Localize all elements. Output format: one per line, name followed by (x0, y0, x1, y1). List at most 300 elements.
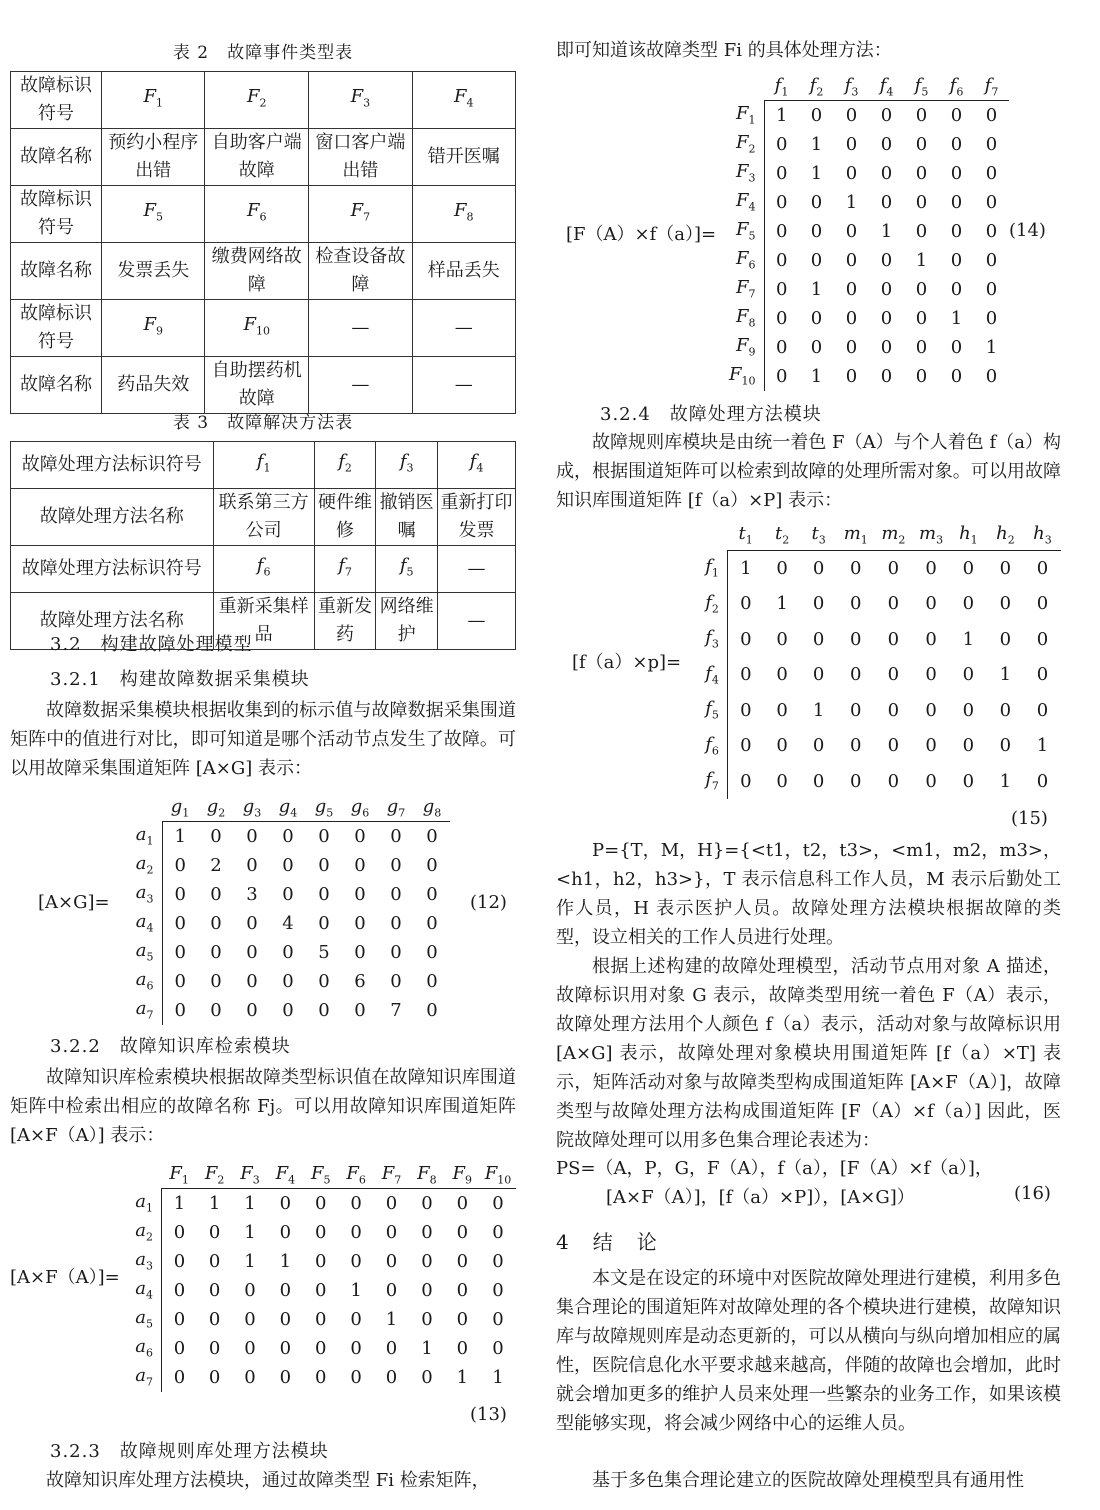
eq13-value: 0 (421, 1192, 433, 1214)
table3-cell: 重新采集样品 (213, 593, 314, 650)
eq15-value: 0 (1036, 628, 1049, 650)
eq12-matrix-row (128, 909, 450, 938)
eq12-value: 0 (282, 883, 294, 905)
eq14-value: 0 (776, 191, 788, 213)
eq14-value: 0 (985, 278, 998, 300)
eq13-value: 0 (244, 1308, 256, 1330)
eq14-value: 0 (950, 191, 963, 213)
eq12-value: 0 (246, 854, 258, 876)
eq14-value: 0 (845, 336, 858, 358)
eq12-value: 0 (246, 999, 258, 1021)
eq13-matrix (128, 1162, 516, 1392)
eq15-value: 0 (740, 699, 752, 721)
eq12-value: 0 (354, 825, 366, 847)
eq15-value: 0 (887, 558, 900, 579)
table2-cell: 缴费网络故障 (205, 243, 309, 300)
eq12-value: 0 (282, 825, 294, 847)
equation-14-number: (14) (1009, 220, 1046, 241)
equation-13-number: (13) (470, 1404, 507, 1425)
eq15-value: 0 (887, 664, 900, 686)
table2-cell: — (309, 300, 412, 357)
eq14-value: 0 (950, 220, 963, 242)
eq14-value: 0 (810, 307, 823, 329)
eq13-value: 0 (315, 1308, 327, 1330)
eq15-value: 0 (887, 770, 900, 792)
eq15-matrix-row (686, 657, 1061, 693)
eq15-value: 1 (1036, 735, 1049, 757)
eq14-value: 0 (810, 220, 823, 242)
eq14-matrix (726, 74, 1009, 391)
eq12-col-header: $g_7$ (378, 795, 414, 822)
eq14-value: 0 (880, 162, 893, 184)
eq13-col-header: $F_7$ (374, 1162, 409, 1189)
eq13-value: 0 (350, 1192, 362, 1214)
eq12-value: 0 (426, 970, 438, 992)
eq15-value: 0 (962, 699, 975, 721)
eq14-value: 0 (985, 365, 998, 387)
eq15-value: 0 (1036, 558, 1049, 579)
eq14-value: 0 (845, 133, 858, 155)
eq13-value: 1 (421, 1337, 433, 1359)
eq13-value: 0 (315, 1192, 327, 1214)
eq12-value: 0 (246, 941, 258, 963)
eq15-matrix-row (686, 586, 1061, 622)
eq15-matrix (686, 520, 1061, 799)
eq13-value: 0 (244, 1279, 256, 1301)
eq15-value: 0 (925, 699, 937, 721)
eq15-value: 0 (812, 770, 825, 792)
eq15-value: 0 (887, 699, 900, 721)
eq14-matrix-row (726, 130, 1009, 159)
eq15-value: 0 (999, 735, 1012, 757)
equation-12-number: (12) (470, 892, 507, 913)
eq15-value: 0 (925, 735, 937, 757)
table2-cell: $F_3$ (309, 72, 412, 129)
eq14-value: 0 (915, 220, 928, 242)
eq13-value: 0 (421, 1250, 433, 1272)
eq14-col-header: $f_7$ (974, 74, 1009, 101)
table3-row (11, 489, 516, 546)
eq13-value: 0 (385, 1366, 398, 1388)
eq12-matrix-row (128, 851, 450, 880)
table3-cell: $f_1$ (213, 442, 314, 489)
eq13-value: 1 (456, 1366, 469, 1388)
eq14-value: 0 (985, 133, 998, 155)
table3-cell: $f_4$ (437, 442, 515, 489)
paragraph-3-2-4: 故障规则库模块是由统一着色 F（A）与个人着色 f（a）构成，根据围道矩阵可以检索到故障的处理所需对象。可以用故障知识库围道矩阵 [f（a）×P] 表示： (556, 432, 1061, 511)
eq12-value: 0 (282, 999, 294, 1021)
eq13-value: 0 (279, 1337, 292, 1359)
eq14-matrix-row (726, 188, 1009, 217)
eq13-value: 0 (244, 1337, 256, 1359)
eq15-value: 0 (776, 558, 788, 579)
section-3-2-2-heading: 3.2.2 故障知识库检索模块 (50, 1036, 291, 1057)
table2-cell: — (412, 357, 515, 414)
eq12-value: 0 (318, 999, 330, 1021)
eq14-value: 1 (845, 191, 858, 213)
eq12-value: 0 (246, 970, 258, 992)
eq14-col-header: $f_2$ (799, 74, 834, 101)
eq12-row-header: $a_7$ (128, 996, 162, 1025)
eq13-value: 0 (350, 1337, 362, 1359)
eq12-value: 0 (318, 825, 330, 847)
eq14-value: 0 (985, 191, 998, 213)
eq13-col-header: $F_4$ (268, 1162, 303, 1189)
eq15-col-header: $t_2$ (764, 520, 801, 551)
table3-cell: 故障处理方法名称 (11, 593, 214, 650)
eq13-value: 0 (173, 1337, 186, 1359)
paragraph-conclusion: 本文是在设定的环境中对医院故障处理进行建模，利用多色集合理论的围道矩阵对故障处理的各个模块进行建模，故障知识库与故障规则库是动态更新的，可以从横向与纵向增加相应的属性，医院信息化水平要求越来越高，伴随的故障也会增加，此时就会增加更多的维护人员来处理一些繁杂的业务工作，如果该模型能够实现，将会减少网络中心的运维人员。 (556, 1268, 1061, 1434)
eq15-matrix-row (686, 693, 1061, 729)
eq13-matrix-row (128, 1305, 516, 1334)
table3-cell: 网络维护 (376, 593, 438, 650)
eq14-row-header: $F_{10}$ (726, 362, 764, 391)
eq15-row-header: $f_4$ (686, 657, 727, 693)
table2-cell: 错开医嘱 (412, 129, 515, 186)
eq13-value: 0 (421, 1308, 433, 1330)
eq14-value: 0 (845, 220, 858, 242)
table3-cell: — (437, 546, 515, 593)
section-4-heading: 4 结 论 (556, 1230, 659, 1254)
section-3-2-4-heading: 3.2.4 故障处理方法模块 (600, 404, 822, 425)
table3-cell: $f_7$ (314, 546, 376, 593)
eq14-matrix-row (726, 275, 1009, 304)
eq12-value: 0 (354, 854, 366, 876)
eq15-value: 0 (776, 628, 788, 650)
eq14-value: 1 (776, 104, 788, 126)
eq14-value: 0 (880, 249, 893, 271)
eq14-value: 0 (985, 162, 998, 184)
eq12-value: 0 (210, 999, 222, 1021)
eq14-value: 0 (915, 307, 928, 329)
eq15-matrix-row (686, 728, 1061, 764)
eq12-value: 0 (390, 883, 402, 905)
paragraph-model-summary: 根据上述构建的故障处理模型，活动节点用对象 A 描述，故障标识用对象 G 表示，故障类型用统一着色 F（A）表示，故障处理方法用个人颜色 f（a）表示，活动对象与故障标识用 [A×G] 表示，故障处理对象模块用围道矩阵 [f（a）×T] 表示，矩阵活动对象与故障类型构成围道矩阵 [A×F（A）]，故障类型与故障处理方法构成围道矩阵 [F（A）×f（a）] 因此，医院故障处理可以用多色集合理论表述为： (556, 956, 1061, 1151)
eq15-value: 0 (812, 664, 825, 686)
eq12-col-header: $g_2$ (198, 795, 234, 822)
eq14-matrix-row (726, 362, 1009, 391)
eq12-value: 0 (210, 883, 222, 905)
eq15-value: 0 (850, 558, 862, 579)
eq13-value: 0 (492, 1279, 504, 1301)
eq15-value: 1 (740, 558, 752, 579)
eq15-value: 0 (925, 770, 937, 792)
eq15-matrix-row (686, 551, 1061, 587)
eq13-value: 0 (173, 1366, 186, 1388)
eq12-value: 0 (318, 912, 330, 934)
eq15-value: 0 (925, 593, 937, 615)
eq13-value: 0 (385, 1221, 398, 1243)
eq15-value: 0 (812, 593, 825, 615)
eq15-value: 0 (887, 628, 900, 650)
eq15-value: 0 (850, 593, 862, 615)
eq15-value: 0 (999, 628, 1012, 650)
eq12-value: 0 (426, 883, 438, 905)
table2-cell: $F_{10}$ (205, 300, 309, 357)
eq14-row-header: $F_5$ (726, 217, 764, 246)
paragraph-P-definition: P={T，M，H}={<t1，t2，t3>，<m1，m2，m3>，<h1，h2，h3>}，T 表示信息科工作人员，M 表示后勤处工作人员，H 表示医护人员。故障处理方法模块根据故障的类型，设立相关的工作人员进行处理。 (556, 840, 1061, 948)
eq15-matrix-row (686, 764, 1061, 800)
eq12-col-header: $g_4$ (270, 795, 306, 822)
eq15-value: 0 (925, 628, 937, 650)
eq12-col-header: $g_1$ (162, 795, 198, 822)
eq15-value: 0 (740, 735, 752, 757)
eq12-value: 0 (354, 912, 366, 934)
eq14-row-header: $F_1$ (726, 101, 764, 130)
equation-16-line1: PS=（A，P，G，F（A），f（a），[F（A）×f（a）]， (556, 1158, 993, 1179)
paragraph-conclusion-continued: 基于多色集合理论建立的医院故障处理模型具有通用性 (592, 1470, 1024, 1491)
eq14-value: 0 (880, 336, 893, 358)
eq14-value: 1 (950, 307, 963, 329)
eq12-value: 6 (354, 970, 366, 992)
eq12-value: 0 (174, 854, 186, 876)
eq12-row-header: $a_2$ (128, 851, 162, 880)
eq15-value: 0 (812, 628, 825, 650)
table3-cell: $f_5$ (376, 546, 438, 593)
eq14-col-header: $f_1$ (764, 74, 799, 101)
eq14-row-header: $F_7$ (726, 275, 764, 304)
table2-cell: 故障标识符号 (11, 300, 102, 357)
eq15-matrix-row (686, 622, 1061, 658)
eq12-value: 2 (210, 854, 222, 876)
equation-12-label: [A×G]= (38, 892, 110, 913)
eq13-value: 0 (350, 1250, 362, 1272)
eq15-row-header: $f_2$ (686, 586, 727, 622)
table2-cell: $F_9$ (102, 300, 205, 357)
table3-row (11, 546, 516, 593)
eq14-value: 0 (915, 191, 928, 213)
eq13-row-header: $a_6$ (128, 1334, 161, 1363)
eq12-value: 0 (318, 883, 330, 905)
eq13-matrix-row (128, 1189, 516, 1218)
equation-13-label: [A×F（A）]= (10, 1267, 120, 1288)
table3-block (10, 408, 516, 650)
table3-row (11, 442, 516, 489)
eq14-value: 0 (915, 278, 928, 300)
eq12-value: 0 (390, 941, 402, 963)
eq13-value: 0 (492, 1337, 504, 1359)
eq12-value: 0 (174, 912, 186, 934)
table2-cell: 检查设备故障 (309, 243, 412, 300)
eq15-value: 0 (850, 664, 862, 686)
eq14-value: 0 (950, 133, 963, 155)
eq14-value: 0 (776, 365, 788, 387)
table3-cell: 撤销医嘱 (376, 489, 438, 546)
eq13-col-header: $F_8$ (409, 1162, 444, 1189)
eq13-matrix-row (128, 1363, 516, 1392)
eq15-col-header: $h_1$ (950, 520, 987, 551)
eq13-value: 0 (173, 1221, 186, 1243)
equation-15-number: (15) (1011, 808, 1048, 829)
eq14-value: 0 (985, 307, 998, 329)
eq14-row-header: $F_2$ (726, 130, 764, 159)
table2-cell: 故障名称 (11, 243, 102, 300)
eq13-value: 0 (208, 1308, 221, 1330)
table3-cell: $f_6$ (213, 546, 314, 593)
eq14-value: 0 (810, 249, 823, 271)
paragraph-3-2-1: 故障数据采集模块根据收集到的标示值与故障数据采集围道矩阵中的值进行对比，即可知道是哪个活动节点发生了故障。可以用故障采集围道矩阵 [A×G] 表示： (10, 700, 516, 779)
table2-cell: — (412, 300, 515, 357)
table2-row (11, 129, 516, 186)
eq15-value: 0 (962, 593, 975, 615)
eq15-col-header: $m_3$ (912, 520, 950, 551)
eq14-value: 1 (810, 133, 823, 155)
eq12-value: 0 (174, 941, 186, 963)
eq15-value: 0 (812, 558, 825, 579)
eq12-value: 0 (318, 854, 330, 876)
table3-caption: 表 3 故障解决方法表 (172, 413, 354, 433)
eq14-value: 0 (950, 336, 963, 358)
eq15-value: 0 (740, 664, 752, 686)
eq13-value: 1 (279, 1250, 292, 1272)
eq14-value: 0 (950, 249, 963, 271)
eq13-value: 0 (456, 1308, 469, 1330)
eq15-value: 1 (999, 664, 1012, 686)
eq12-value: 0 (426, 941, 438, 963)
eq13-value: 0 (421, 1221, 433, 1243)
eq15-value: 0 (1036, 593, 1049, 615)
eq13-value: 0 (456, 1192, 469, 1214)
eq12-value: 0 (354, 941, 366, 963)
eq12-col-header: $g_3$ (234, 795, 270, 822)
eq14-matrix-row (726, 159, 1009, 188)
eq15-value: 0 (925, 558, 937, 579)
eq13-value: 0 (208, 1279, 221, 1301)
eq15-value: 1 (776, 593, 788, 615)
eq13-value: 1 (244, 1221, 256, 1243)
eq13-value: 0 (279, 1192, 292, 1214)
eq12-value: 0 (174, 883, 186, 905)
table2-row (11, 300, 516, 357)
eq15-value: 0 (962, 664, 975, 686)
eq12-value: 4 (282, 912, 294, 934)
eq12-value: 0 (282, 854, 294, 876)
eq14-row-header: $F_4$ (726, 188, 764, 217)
eq14-value: 0 (776, 307, 788, 329)
section-3-2-heading: 3.2 构建故障处理模型 (50, 634, 253, 655)
eq12-matrix-row (128, 880, 450, 909)
table3-cell: 硬件维修 (314, 489, 376, 546)
eq12-row-header: $a_3$ (128, 880, 162, 909)
eq13-value: 0 (315, 1337, 327, 1359)
eq15-col-header: $t_3$ (800, 520, 837, 551)
table2-cell: $F_5$ (102, 186, 205, 243)
eq13-matrix-row (128, 1334, 516, 1363)
eq15-row-header: $f_6$ (686, 728, 727, 764)
table3-cell: 故障处理方法标识符号 (11, 546, 214, 593)
eq14-value: 0 (845, 249, 858, 271)
eq14-value: 0 (915, 162, 928, 184)
eq12-matrix-row (128, 938, 450, 967)
table2-cell: $F_6$ (205, 186, 309, 243)
eq15-value: 0 (1036, 664, 1049, 686)
eq13-value: 0 (279, 1366, 292, 1388)
eq13-value: 0 (208, 1337, 221, 1359)
eq13-value: 0 (385, 1279, 398, 1301)
eq13-value: 0 (456, 1279, 469, 1301)
paragraph-3-2-2: 故障知识库检索模块根据故障类型标识值在故障知识库围道矩阵中检索出相应的故障名称 Fj。可以用故障知识库围道矩阵 [A×F（A）] 表示： (10, 1067, 516, 1146)
eq13-value: 0 (492, 1308, 504, 1330)
eq13-value: 0 (279, 1279, 292, 1301)
eq14-col-header: $f_4$ (869, 74, 904, 101)
table2-cell: $F_2$ (205, 72, 309, 129)
eq13-value: 0 (456, 1337, 469, 1359)
eq12-value: 0 (282, 941, 294, 963)
eq14-row-header: $F_3$ (726, 159, 764, 188)
eq13-value: 0 (350, 1308, 362, 1330)
eq15-value: 1 (812, 699, 825, 721)
eq13-value: 1 (173, 1192, 186, 1214)
eq14-row-header: $F_8$ (726, 304, 764, 333)
eq14-value: 0 (810, 336, 823, 358)
table3 (10, 441, 516, 650)
table3-cell: 重新打印发票 (437, 489, 515, 546)
eq14-row-header: $F_6$ (726, 246, 764, 275)
eq13-value: 1 (244, 1192, 256, 1214)
eq12-corner (128, 795, 162, 822)
eq13-value: 0 (385, 1192, 398, 1214)
eq12-col-header: $g_5$ (306, 795, 342, 822)
eq14-col-header: $f_6$ (939, 74, 974, 101)
eq12-value: 0 (210, 970, 222, 992)
eq14-value: 0 (845, 365, 858, 387)
equation-14 (556, 74, 1061, 390)
eq12-value: 0 (354, 883, 366, 905)
eq12-col-header: $g_8$ (414, 795, 450, 822)
eq14-value: 0 (810, 104, 823, 126)
eq12-value: 1 (174, 825, 186, 847)
eq12-value: 0 (426, 999, 438, 1021)
eq14-value: 1 (810, 365, 823, 387)
eq13-value: 0 (456, 1250, 469, 1272)
eq15-value: 0 (850, 699, 862, 721)
table3-cell: 故障处理方法名称 (11, 489, 214, 546)
eq14-value: 0 (845, 162, 858, 184)
eq13-value: 0 (456, 1221, 469, 1243)
eq15-value: 1 (999, 770, 1012, 792)
eq14-value: 0 (776, 162, 788, 184)
eq15-col-header: $t_1$ (727, 520, 764, 551)
eq12-value: 0 (390, 970, 402, 992)
equation-14-label: [F（A）×f（a）]= (566, 224, 717, 245)
eq13-value: 0 (492, 1221, 504, 1243)
eq14-value: 0 (950, 278, 963, 300)
eq12-value: 0 (390, 854, 402, 876)
eq14-matrix-row (726, 217, 1009, 246)
section-3-2-1-heading: 3.2.1 构建故障数据采集模块 (50, 669, 310, 690)
eq12-value: 0 (174, 999, 186, 1021)
eq14-matrix-row (726, 246, 1009, 275)
eq14-value: 0 (915, 104, 928, 126)
eq14-value: 0 (810, 191, 823, 213)
eq13-value: 0 (173, 1308, 186, 1330)
table2-cell: 故障名称 (11, 129, 102, 186)
eq15-value: 1 (962, 628, 975, 650)
eq12-value: 0 (210, 912, 222, 934)
eq14-value: 0 (845, 307, 858, 329)
eq14-value: 0 (776, 220, 788, 242)
eq12-value: 0 (246, 825, 258, 847)
eq12-value: 0 (210, 825, 222, 847)
eq15-value: 0 (962, 735, 975, 757)
eq13-col-header: $F_6$ (338, 1162, 373, 1189)
eq12-value: 0 (174, 970, 186, 992)
eq13-value: 0 (350, 1221, 362, 1243)
eq15-row-header: $f_1$ (686, 551, 727, 587)
eq12-row-header: $a_4$ (128, 909, 162, 938)
eq13-corner (128, 1162, 161, 1189)
eq14-value: 0 (950, 162, 963, 184)
